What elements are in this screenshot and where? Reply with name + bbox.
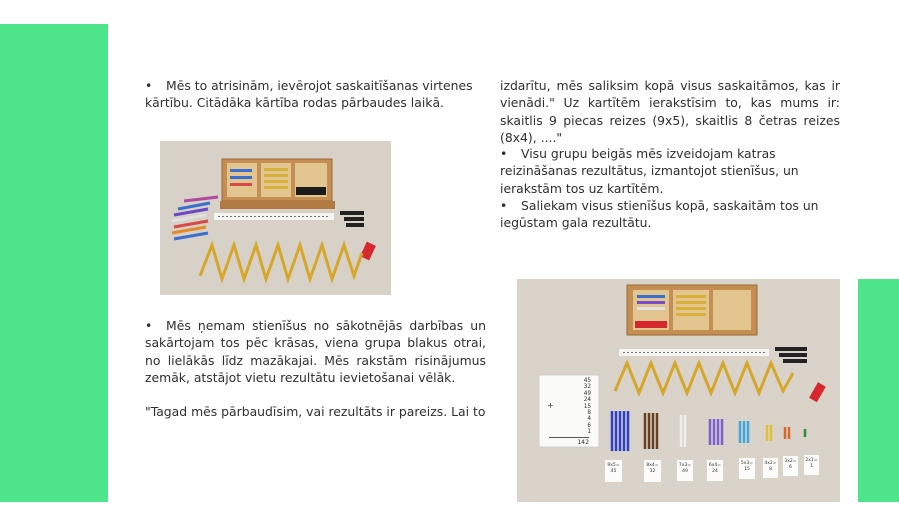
sum-term: 49 [583, 389, 591, 397]
sum-term: 1 [587, 428, 591, 436]
card-result: 45 [610, 469, 617, 474]
sum-term: 45 [583, 377, 591, 384]
photo1-illustration [160, 141, 391, 295]
result-card [783, 456, 798, 476]
photo-bead-chain-material [160, 141, 391, 295]
bullet-icon: • [500, 198, 508, 213]
paragraph-check-intro: "Tagad mēs pārbaudīsim, vai rezultāts ir pareizs. Lai to [145, 404, 486, 419]
bullet-icon: • [145, 78, 153, 93]
result-card [804, 455, 819, 475]
paragraph-check-continued: izdarītu, mēs saliksim kopā visus saskaitāmos, kas ir vienādi." Uz kartītēm ierakstīsim to, kas mums ir: skaitlis 9 piecas reizes (9x5), skaitlis 8 četras reizes (8x4), ...." [500, 78, 840, 145]
card-result: 1 [810, 464, 813, 469]
result-card [707, 460, 723, 481]
bullet-icon: • [500, 146, 508, 161]
bullet-paragraph-final-result [500, 197, 840, 232]
sum-term: 8 [587, 409, 591, 417]
bullet-paragraph-solve-order [145, 77, 486, 112]
bullet-icon: • [145, 318, 153, 333]
sum-term: 4 [587, 415, 591, 423]
card-result: 8 [769, 467, 772, 472]
card-expression: 2x1= [805, 458, 818, 463]
bullet-paragraph-sort-bars [145, 317, 486, 386]
result-card [605, 460, 622, 482]
sum-total: 142 [549, 437, 589, 446]
left-green-accent-bar [0, 24, 108, 502]
card-expression: 7x3= [678, 463, 692, 468]
sum-plus-sign: + [547, 401, 554, 410]
card-result: 49 [682, 469, 688, 474]
result-card [763, 458, 778, 478]
right-green-accent-bar [858, 279, 899, 502]
card-expression: 9x5= [607, 463, 620, 468]
sum-term: 32 [583, 383, 591, 391]
result-card [644, 460, 661, 482]
photo-multiplication-check [517, 279, 840, 502]
bullet-paragraph-group-results [500, 145, 840, 197]
card-expression: 5x3= [740, 461, 754, 466]
paragraph-text: Visu grupu beigās mēs izveidojam katras reizināšanas rezultātus, izmantojot stienīšus, un ierakstām tos uz kartītēm. [500, 146, 799, 196]
card-result: 32 [649, 469, 656, 474]
sum-term: 15 [583, 402, 591, 410]
card-result: 15 [744, 467, 750, 472]
card-result: 6 [789, 465, 792, 470]
result-card [677, 460, 693, 481]
sum-term: 6 [587, 421, 591, 429]
card-expression: 8x4= [646, 463, 659, 468]
paragraph-text: Mēs to atrisinām, ievērojot saskaitīšanas virtenes kārtību. Citādāka kārtība rodas pārbaudes laikā. [145, 78, 473, 111]
result-card [739, 458, 755, 479]
card-expression: 4x2= [764, 461, 777, 466]
sum-column [555, 378, 591, 436]
paragraph-text: Saliekam visus stienīšus kopā, saskaitām tos un iegūstam gala rezultātu. [500, 198, 819, 231]
paragraph-text: Mēs ņemam stienīšus no sākotnējās darbības un sakārtojam tos pēc krāsas, viena grupa blakus otrai, no lielākās līdz mazākajai. Mēs rakstām risinājumus zemāk, atstājot vietu rezultātu ievietošanai vēlāk. [145, 318, 486, 385]
card-result: 24 [712, 469, 718, 474]
sum-term: 24 [583, 396, 591, 404]
card-expression: 6x4= [708, 463, 722, 468]
card-expression: 3x2= [784, 459, 797, 464]
